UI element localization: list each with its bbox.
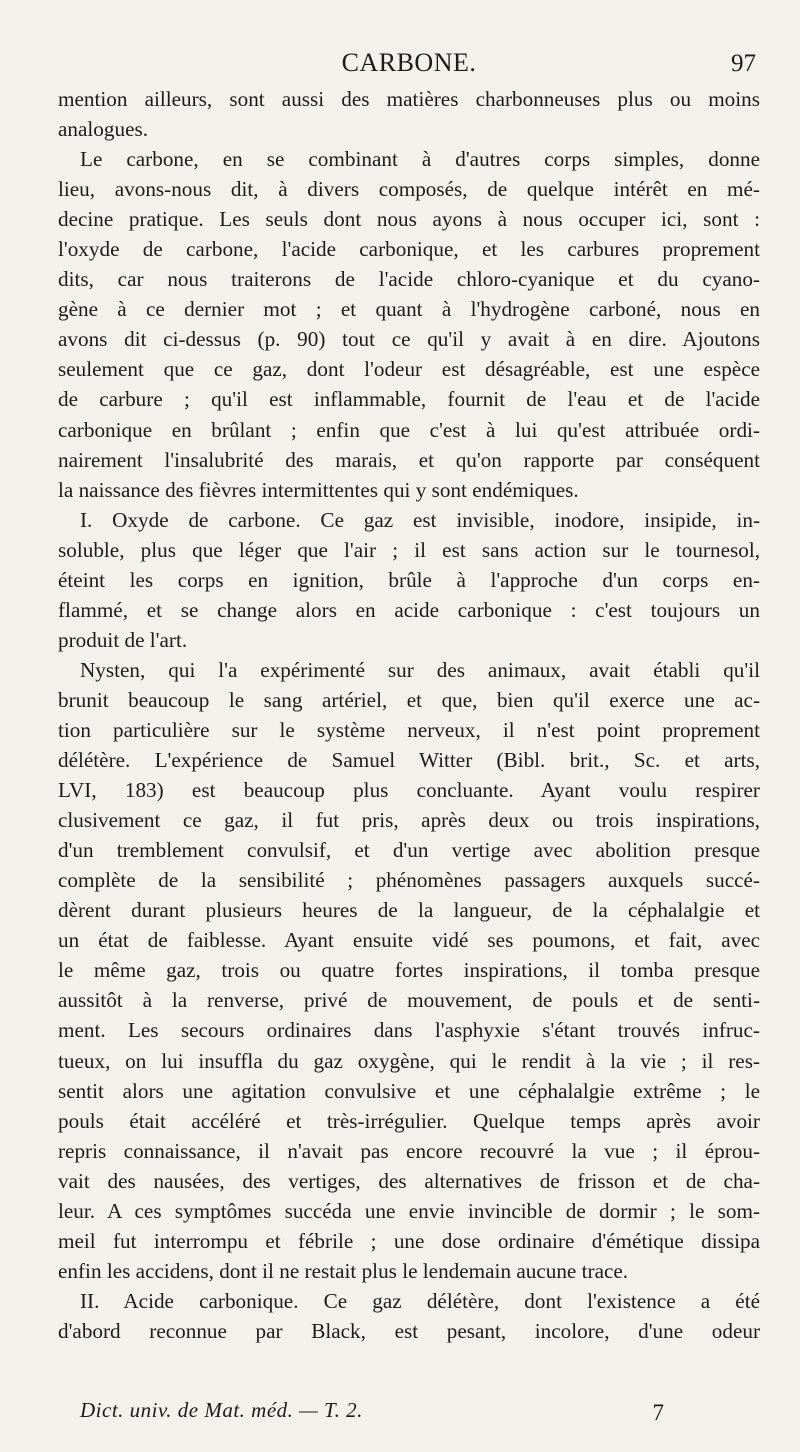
text-line: produit de l'art. [58,627,188,652]
text-line: clusivement ce gaz, il fut pris, après deux ou trois inspirations, [58,808,760,833]
text-line: nairement l'insalubrité des marais, et qu'on rapporte par conséquent [58,447,760,472]
text-line: d'abord reconnue par Black, est pesant, incolore, d'une odeur [58,1318,760,1343]
text-line: dèrent durant plusieurs heures de la langueur, de la céphalalgie et [58,898,760,923]
page-number: 97 [731,50,756,77]
text-line: complète de la sensibilité ; phénomènes passagers auxquels succé- [58,868,760,893]
printer-signature: Dict. univ. de Mat. méd. — T. 2. [80,1398,363,1422]
text-line: sentit alors une agitation convulsive et une céphalalgie extrême ; le [58,1078,760,1103]
text-line: aussitôt à la renverse, privé de mouvement, de pouls et de senti- [58,988,760,1013]
running-title: CARBONE. [341,48,477,77]
text-line: dits, car nous traiterons de l'acide chloro-cyanique et du cyano- [58,267,760,292]
text-line: Nysten, qui l'a expérimenté sur des animaux, avait établi qu'il [80,657,760,682]
text-line: de carbure ; qu'il est inflammable, fournit de l'eau et de l'acide [58,387,760,412]
text-line: tion particulière sur le système nerveux, il n'est point proprement [58,717,760,742]
text-line: decine pratique. Les seuls dont nous ayons à nous occuper ici, sont : [58,207,760,232]
text-line: délétère. L'expérience de Samuel Witter (Bibl. brit., Sc. et arts, [58,748,760,773]
text-line: lieu, avons-nous dit, à divers composés, de quelque intérêt en mé- [58,177,760,202]
text-line: avons dit ci-dessus (p. 90) tout ce qu'il y avait à en dire. Ajoutons [58,327,760,352]
text-line: ment. Les secours ordinaires dans l'asphyxie s'étant trouvés infruc- [58,1018,760,1043]
signature-number: 7 [652,1400,664,1425]
text-line: l'oxyde de carbone, l'acide carbonique, et les carbures proprement [58,237,760,262]
text-line: d'un tremblement convulsif, et d'un vertige avec abolition presque [58,838,760,863]
text-line: pouls était accéléré et très-irrégulier. Quelque temps après avoir [58,1108,760,1133]
text-line: seulement que ce gaz, dont l'odeur est désagréable, est une espèce [58,357,760,382]
text-line: tueux, on lui insuffla du gaz oxygène, qui le rendit à la vie ; il res- [58,1048,760,1073]
text-line: analogues. [58,117,149,142]
text-line: le même gaz, trois ou quatre fortes inspirations, il tomba presque [58,958,760,983]
body-text [58,84,760,1346]
text-line: I. Oxyde de carbone. Ce gaz est invisible, inodore, insipide, in- [80,507,760,532]
text-line: éteint les corps en ignition, brûle à l'approche d'un corps en- [58,567,760,592]
page-header [58,44,760,84]
text-line: Le carbone, en se combinant à d'autres corps simples, donne [80,147,760,172]
text-line: mention ailleurs, sont aussi des matières charbonneuses plus ou moins [58,87,760,111]
text-line: meil fut interrompu et fébrile ; une dose ordinaire d'émétique dissipa [58,1228,760,1253]
text-line: soluble, plus que léger que l'air ; il est sans action sur le tournesol, [58,537,760,562]
page-footer [80,1398,680,1430]
text-line: la naissance des fièvres intermittentes qui y sont endémiques. [58,477,579,502]
text-line: gène à ce dernier mot ; et quant à l'hydrogène carboné, nous en [58,297,760,322]
text-line: leur. A ces symptômes succéda une envie invincible de dormir ; le som- [58,1198,760,1223]
text-line: flammé, et se change alors en acide carbonique : c'est toujours un [58,597,760,622]
text-line: un état de faiblesse. Ayant ensuite vidé ses poumons, et fait, avec [58,928,760,953]
text-line: LVI, 183) est beaucoup plus concluante. Ayant voulu respirer [58,778,760,803]
text-line: brunit beaucoup le sang artériel, et que, bien qu'il exerce une ac- [58,687,760,712]
text-line: II. Acide carbonique. Ce gaz délétère, dont l'existence a été [80,1288,760,1313]
text-line: carbonique en brûlant ; enfin que c'est à lui qu'est attribuée ordi- [58,417,760,442]
text-line: vait des nausées, des vertiges, des alternatives de frisson et de cha- [58,1168,760,1193]
text-line: repris connaissance, il n'avait pas encore recouvré la vue ; il éprou- [58,1138,760,1163]
text-line: enfin les accidens, dont il ne restait plus le lendemain aucune trace. [58,1258,629,1283]
